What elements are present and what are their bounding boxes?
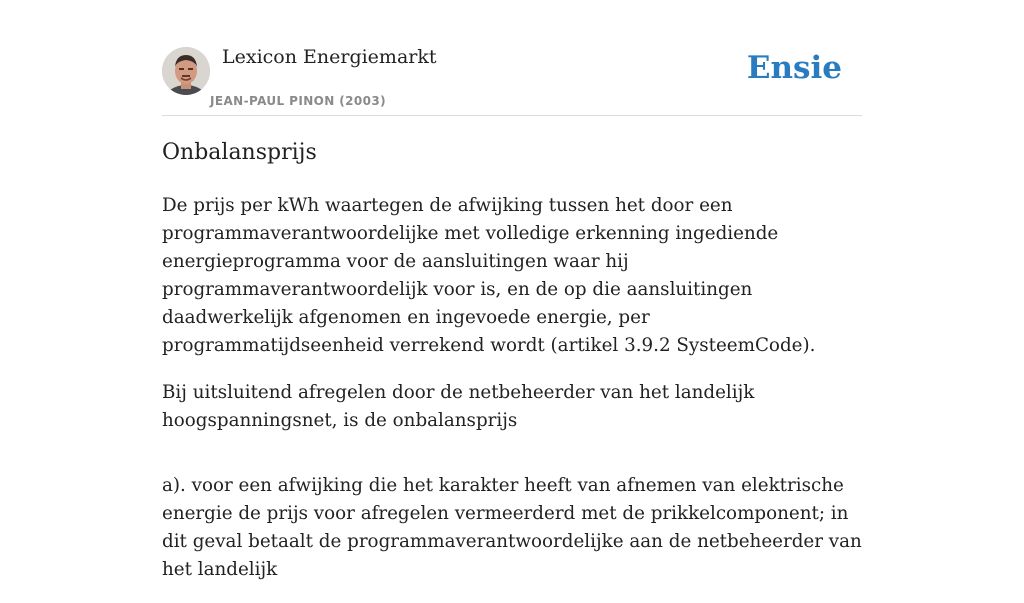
brand-logo[interactable]: Ensie (746, 50, 842, 86)
definition-paragraph: a). voor een afwijking die het karakter heeft van afnemen van elektrische energie de prijs voor afregelen vermeerderd met de prikkelcomponent; in dit geval betaalt de programmaverantwoordelijke aan de netbeheerder van het landelijk (162, 475, 862, 580)
author-avatar[interactable] (162, 47, 210, 95)
term-title: Onbalansprijs (162, 140, 317, 165)
lexicon-title[interactable]: Lexicon Energiemarkt (222, 46, 437, 68)
definition-body (162, 192, 867, 603)
author-name[interactable]: JEAN-PAUL PINON (2003) (210, 94, 387, 108)
definition-paragraph: De prijs per kWh waartegen de afwijking tussen het door een programmaverantwoordelijke met volledige erkenning ingediende energieprogramma voor de aansluitingen waar hij programmaverantwoordelijk voor is, en de op die aansluitingen daadwerkelijk afgenomen en ingevoede energie, per programmatijdseenheid verrekend wordt (artikel 3.9.2 SysteemCode). (162, 195, 816, 356)
definition-paragraph: Bij uitsluitend afregelen door de netbeheerder van het landelijk hoogspanningsnet, is de onbalansprijs (162, 382, 755, 431)
header (162, 44, 862, 116)
